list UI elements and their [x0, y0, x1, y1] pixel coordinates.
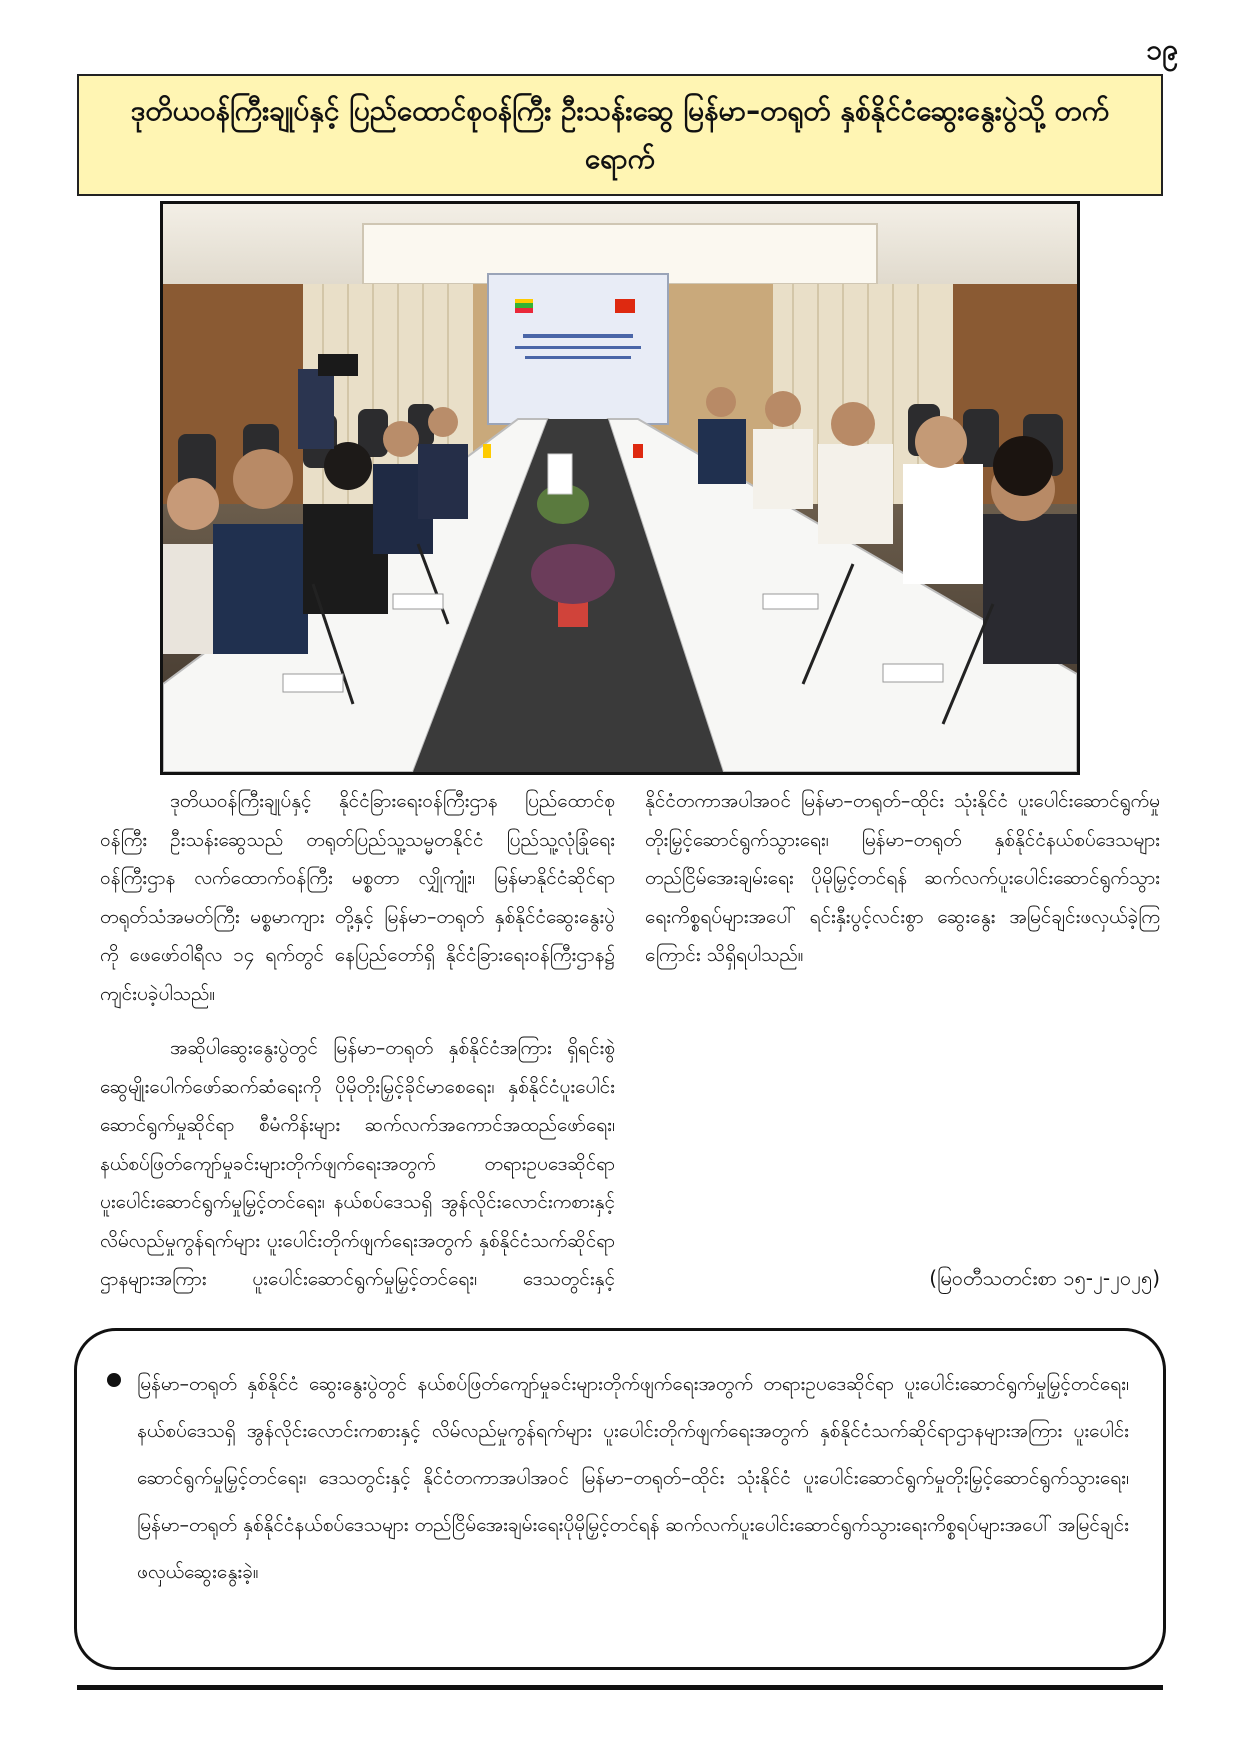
- cameraman: [298, 369, 334, 449]
- screen-flag-china: [615, 299, 635, 313]
- source-citation: (မြဝတီသတင်းစာ ၁၅-၂-၂၀၂၅): [929, 1266, 1160, 1290]
- bullet-icon: [107, 1373, 121, 1387]
- video-camera: [318, 354, 358, 376]
- table-flag-myanmar: [483, 444, 491, 458]
- bottom-rule: [77, 1685, 1163, 1690]
- screen-flag-myanmar-green: [515, 303, 533, 308]
- table-flag-china: [633, 444, 643, 458]
- meeting-photo-illustration: [163, 204, 1077, 772]
- article-body: [100, 782, 1160, 1330]
- plant-leaves: [531, 544, 615, 604]
- summary-box: [74, 1328, 1166, 1670]
- headline-box: [77, 74, 1163, 196]
- article-paragraph-1: ဒုတိယဝန်ကြီးချုပ်နှင့် နိုင်ငံခြားရေးဝန်ကြီးဌာန ပြည်ထောင်စုဝန်ကြီး ဦးသန်းဆွေသည် တရုတ်ပြည်သူ့သမ္မတနိုင်ငံ ပြည်သူ့လုံခြုံရေးဝန်ကြီးဌာန လက်ထောက်ဝန်ကြီး မစ္စတာ လျှိုကျုံး၊ မြန်မာနိုင်ငံဆိုင်ရာ တရုတ်သံအမတ်ကြီး မစ္စမာကျား တို့နှင့် မြန်မာ–တရုတ် နှစ်နိုင်ငံဆွေးနွေးပွဲကို ဖေဖော်ဝါရီလ ၁၄ ရက်တွင် နေပြည်တော်ရှိ နိုင်ငံခြားရေးဝန်ကြီးဌာန၌ ကျင်းပခဲ့ပါသည်။: [100, 790, 615, 1005]
- meeting-photo: [160, 201, 1080, 775]
- article-paragraph-2: အဆိုပါဆွေးနွေးပွဲတွင် မြန်မာ–တရုတ် နှစ်နိုင်ငံအကြား ရှိရင်းစွဲဆွေမျိုးပေါက်ဖော်ဆက်ဆံရေးကို ပိုမိုတိုးမြှင့်ခိုင်မာစေရေး၊ နှစ်နိုင်ငံပူးပေါင်းဆောင်ရွက်မှုဆိုင်ရာ စီမံကိန်းများ ဆက်လက်အကောင်အထည်ဖော်ရေး၊ နယ်စပ်ဖြတ်ကျော်မှုခင်းများတိုက်ဖျက်ရေးအတွက် တရားဥပဒေဆိုင်ရာ ပူးပေါင်းဆောင်ရွက်မှုမြှင့်တင်ရေး၊ နယ်စပ်ဒေသရှိ အွန်လိုင်းလောင်းကစားနှင့် လိမ်လည်မှုကွန်ရက်များ ပူးပေါင်းတိုက်ဖျက်ရေးအတွက် နှစ်နိုင်ငံသက်ဆိုင်ရာဌာနများအကြား ပူးပေါင်းဆောင်ရွက်မှုမြှင့်တင်ရေး၊ ဒေသတွင်းနှင့် နိုင်ငံတကာအပါအဝင် မြန်မာ–တရုတ်–ထိုင်း သုံးနိုင်ငံ ပူးပေါင်းဆောင်ရွက်မှုတိုးမြှင့်ဆောင်ရွက်သွားရေး၊ မြန်မာ–တရုတ် နှစ်နိုင်ငံနယ်စပ်ဒေသများ တည်ငြိမ်အေးချမ်းရေး ပိုမိုမြှင့်တင်ရန် ဆက်လက်ပူးပေါင်းဆောင်ရွက်သွားရေးကိစ္စရပ်များအပေါ် ရင်းနှီးပွင့်လင်းစွာ ဆွေးနွေး အမြင်ချင်းဖလှယ်ခဲ့ကြကြောင်း သိရှိရပါသည်။: [100, 790, 1160, 1290]
- screen-flag-myanmar-red: [515, 308, 533, 313]
- headline: ဒုတိယဝန်ကြီးချုပ်နှင့် ပြည်ထောင်စုဝန်ကြီး ဦးသန်းဆွေ မြန်မာ–တရုတ် နှစ်နိုင်ငံဆွေးနွေးပွဲသို့ တက်ရောက်: [130, 94, 1110, 175]
- summary-bullet: မြန်မာ–တရုတ် နှစ်နိုင်ငံ ဆွေးနွေးပွဲတွင် နယ်စပ်ဖြတ်ကျော်မှုခင်းများတိုက်ဖျက်ရေးအတွက် တရားဥပဒေဆိုင်ရာ ပူးပေါင်းဆောင်ရွက်မှုမြှင့်တင်ရေး၊ နယ်စပ်ဒေသရှိ အွန်လိုင်းလောင်းကစားနှင့် လိမ်လည်မှုကွန်ရက်များ ပူးပေါင်းတိုက်ဖျက်ရေးအတွက် နှစ်နိုင်ငံသက်ဆိုင်ရာဌာနများအကြား ပူးပေါင်းဆောင်ရွက်မှုမြှင့်တင်ရေး၊ ဒေသတွင်းနှင့် နိုင်ငံတကာအပါအဝင် မြန်မာ–တရုတ်–ထိုင်း သုံးနိုင်ငံ ပူးပေါင်းဆောင်ရွက်မှုတိုးမြှင့်ဆောင်ရွက်သွားရေး၊ မြန်မာ–တရုတ် နှစ်နိုင်ငံနယ်စပ်ဒေသများ တည်ငြိမ်အေးချမ်းရေးပိုမိုမြှင့်တင်ရန် ဆက်လက်ပူးပေါင်းဆောင်ရွက်သွားရေးကိစ္စရပ်များအပေါ် အမြင်ချင်းဖလှယ်ဆွေးနွေးခဲ့။: [137, 1373, 1129, 1583]
- page-number: ၁၉: [1146, 33, 1178, 66]
